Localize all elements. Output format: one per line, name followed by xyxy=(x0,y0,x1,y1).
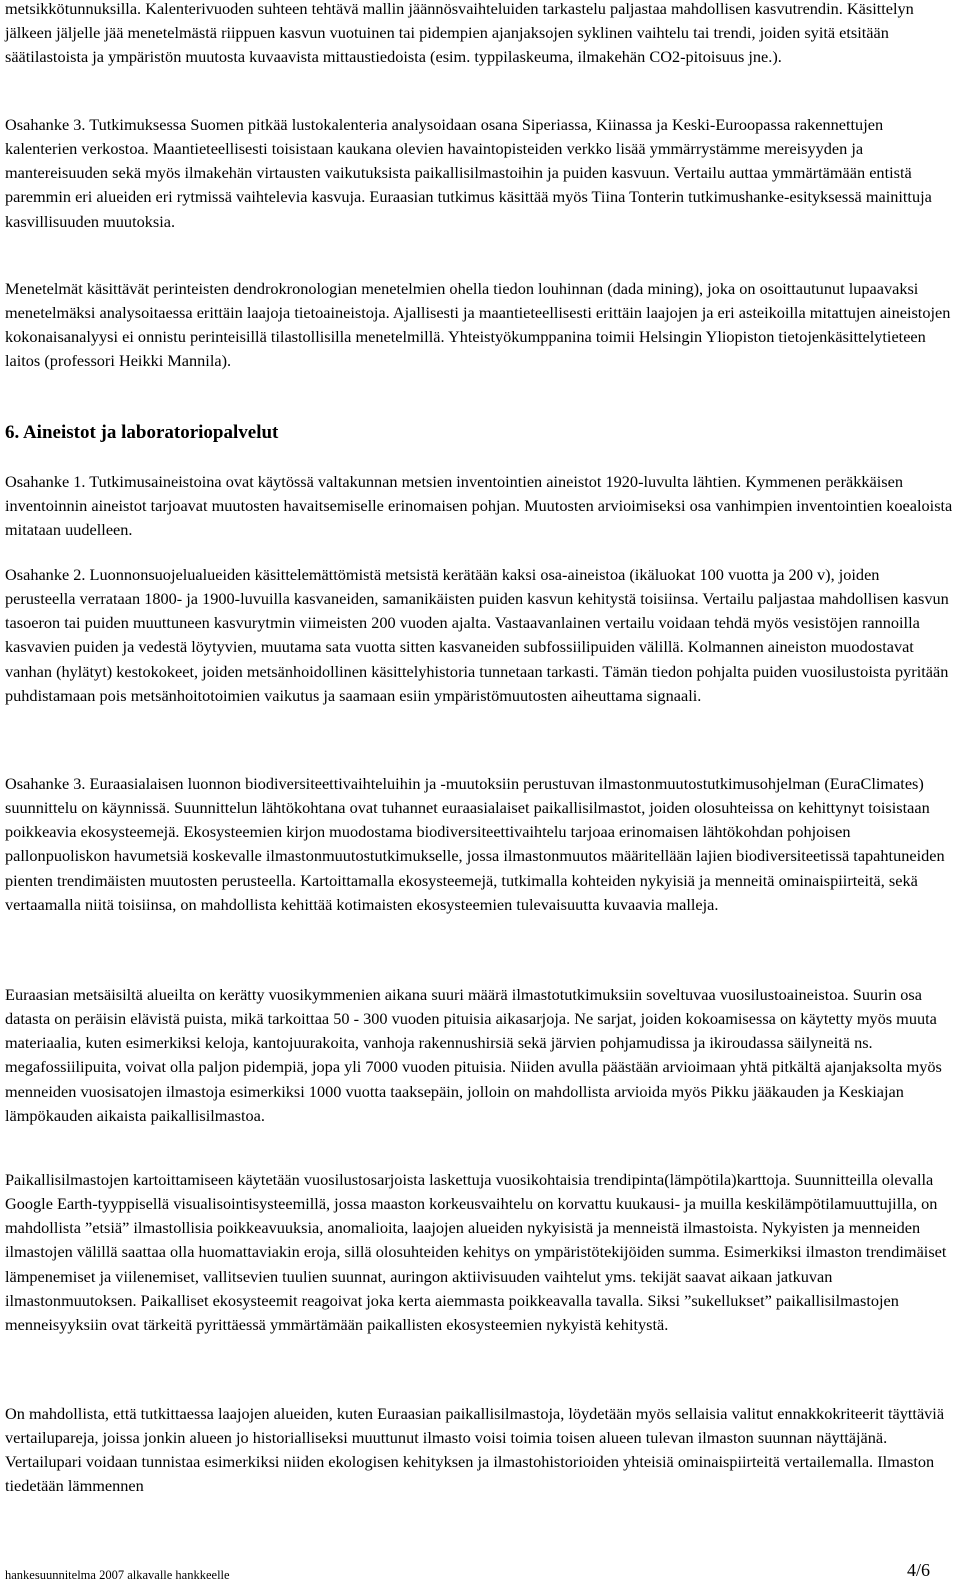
paragraph-osahanke-3-analysis: Osahanke 3. Tutkimuksessa Suomen pitkää lustokalenteria analysoidaan osana Siperiassa, Kiinassa ja Keski-Euroopassa rakennettujen kalenterien verkostoa. Maantieteellisesti toisistaan kaukana olevien havaintopisteiden verkko lisää ymmärrystämme mereisyyden ja mantereisuuden sekä myös ilmakehän virtausten vaikutuksista paikallisilmastoihin ja puiden kasvuun. Vertailu auttaa ymmärtämään entistä paremmin eri alueiden eri rytmissä vaihtelevia kasvuja. Euraasian tutkimus käsittää myös Tiina Tonterin tutkimushanke-esityksessä mainittuja kasvillisuuden muutoksia. xyxy=(5,115,932,231)
paragraph-methods: Menetelmät käsittävät perinteisten dendrokronologian menetelmien ohella tiedon louhinnan (dada mining), joka on osoittautunut lupaavaksi menetelmäksi analysoitaessa erittäin laajoja tietoaineistoja. Ajallisesti ja maantieteellisesti erittäin laajojen ja eri asteikoilla mitattujen aineistojen kokonaisanalyysi ei onnistu perinteisillä tilastollisilla menetelmillä. Yhteistyökumppanina toimii Helsingin Yliopiston tietojenkäsittelytieteen laitos (professori Heikki Mannila). xyxy=(5,279,951,371)
footer-page-number: 4/6 xyxy=(907,1560,931,1580)
paragraph-possibility: On mahdollista, että tutkittaessa laajojen alueiden, kuten Euraasian paikallisilmastoja, löydetään myös sellaisia valitut ennakkokriteerit täyttäviä vertailupareja, joissa jonkin alueen jo historialliseksi muuttunut ilmasto voisi toimia toisen alueen tulevan ilmaston suunnan näyttäjänä. Vertailupari voidaan tunnistaa esimerkiksi niiden ekologisen kehityksen ja ilmastohistorioiden yhteisiä ominaispiirteitä vertailemalla. Ilmaston tiedetään lämmennen xyxy=(5,1404,945,1496)
paragraph-eurasian-data: Euraasian metsäisiltä alueilta on kerätty vuosikymmenien aikana suuri määrä ilmastotutkimuksiin soveltuvaa vuosilustoaineistoa. Suurin osa datasta on peräisin elävistä puista, mikä tarkoittaa 50 - 300 vuoden pituisia aikasarjoja. Ne sarjat, joiden kokoamisessa on käytetty myös muuta materiaalia, kuten esimerkiksi keloja, kantojuurakoita, vanhoja rakennushirsiä sekä järvien pohjamudissa ja ikiroudassa säilyneitä ns. megafossiilipuita, voivat olla paljon pidempiä, jopa yli 7000 vuoden pituisia. Niiden avulla päästään arvioimaan yhtä pitkältä ajanjaksolta myös menneiden vuosisatojen ilmastoja esimerkiksi 1000 vuotta taaksepäin, jolloin on mahdollista arvioida myös Pikku jääkauden ja Keskiajan lämpökauden aikaista paikallisilmastoa. xyxy=(5,985,942,1125)
paragraph-local-climates: Paikallisilmastojen kartoittamiseen käytetään vuosilustosarjoista laskettuja vuosikohtaisia trendipinta(lämpötila)karttoja. Suunnitteilla olevalla Google Earth-tyyppisellä visualisointisysteemillä, jossa maaston korkeusvaihtelu on korvattu kuukausi- ja muilla keskilämpötilamuuttujilla, on mahdollista ”etsiä” ilmastollisia poikkeavuuksia, anomalioita, laajojen alueiden nykyisistä ja menneistä ilmastoista. Nykyisten ja menneiden ilmastojen välillä saattaa olla huomattaviakin eroja, sillä olosuhteiden kehitys on ympäristötekijöiden summa. Esimerkiksi ilmaston trendimäiset lämpenemiset ja viilenemiset, vallitsevien tuulien suunnat, auringon aktiivisuuden vaihtelut yms. tekijät saavat aikaan jatkuvan ilmastonmuutoksen. Paikalliset ekosysteemit reagoivat joka kerta aiemmasta poikkeavalla tavalla. Siksi ”sukellukset” paikallisilmastojen menneisyyksiin ovat tärkeitä pyrittäessä ymmärtämään paikallisten ekosysteemien nykyistä kehitystä. xyxy=(5,1170,947,1334)
paragraph-intro: metsikkötunnuksilla. Kalenterivuoden suhteen tehtävä mallin jäännösvaihteluiden tarkastelu paljastaa mahdollisen kasvutrendin. Käsittelyn jälkeen jäljelle jää menetelmästä riippuen kasvun vuotuinen tai pidempien ajanjaksojen syklinen vaihtelu tai trendi, joiden syitä etsitään säätilastoista ja ympäristön muutosta kuvaavista mittaustiedoista (esim. typpilaskeuma, ilmakehän CO2-pitoisuus jne.). xyxy=(5,0,914,67)
paragraph-osahanke-2: Osahanke 2. Luonnonsuojelualueiden käsittelemättömistä metsistä kerätään kaksi osa-aineistoa (ikäluokat 100 vuotta ja 200 v), joiden perusteella verrataan 1800- ja 1900-luvuilla kasvaneiden, samanikäisten puiden kasvun kehitystä toisiinsa. Vertailu paljastaa mahdollisen kasvun tasoeron tai puiden muuttuneen kasvurytmin viimeisten 200 vuoden ajalta. Vastaavanlainen vertailu voidaan tehdä myös vesistöjen rannoilla kasvavien puiden ja vedestä löytyvien, muutama sata vuotta sitten kasvaneiden subfossiilipuiden välillä. Kolmannen aineiston muodostavat vanhan (hylätyt) kestokokeet, joiden metsänhoidollinen käsittelyhistoria tunnetaan tarkasti. Tämän tiedon pohjalta puiden vuosilustoista pyritään puhdistamaan pois metsänhoitotoimien vaikutus ja saamaan esiin ympäristömuutosten aiheuttama signaali. xyxy=(5,565,949,705)
paragraph-osahanke-1: Osahanke 1. Tutkimusaineistoina ovat käytössä valtakunnan metsien inventointien aineistot 1920-luvulta lähtien. Kymmenen peräkkäisen inventoinnin aineistot tarjoavat muutosten havaitsemiselle erinomaisen pohjan. Muutosten arvioimiseksi osa vanhimpien inventointien koealoista mitataan uudelleen. xyxy=(5,472,953,540)
footer-document-title: hankesuunnitelma 2007 alkavalle hankkeelle xyxy=(5,1568,230,1582)
paragraph-osahanke-3-euraclimates: Osahanke 3. Euraasialaisen luonnon biodiversiteettivaihteluihin ja -muutoksiin perustuvan ilmastonmuutostutkimusohjelman (EuraClimates) suunnittelu on käynnissä. Suunnittelun lähtökohtana ovat tuhannet euraasialaiset paikallisilmastot, joiden olosuhteissa on kehittynyt toisistaan poikkeavia ekosysteemejä. Ekosysteemien kirjon muodostama biodiversiteettivaihtelu tarjoaa erinomaisen lähtökohdan pohjoisen pallonpuoliskon havumetsiä koskevalle ilmastonmuutostutkimukselle, jossa ilmastonmuutos määritellään lajien biodiversiteetissä tapahtuneiden pienten trendimäisten muutosten perusteella. Kartoittamalla ekosysteemejä, tutkimalla kohteiden nykyisiä ja menneitä ominaispiirteitä, sekä vertaamalla niitä toisiinsa, on mahdollista kehittää kotimaisten ekosysteemien tulevaisuutta kuvaavia malleja. xyxy=(5,774,945,914)
section-heading-6: 6. Aineistot ja laboratoriopalvelut xyxy=(5,422,279,443)
